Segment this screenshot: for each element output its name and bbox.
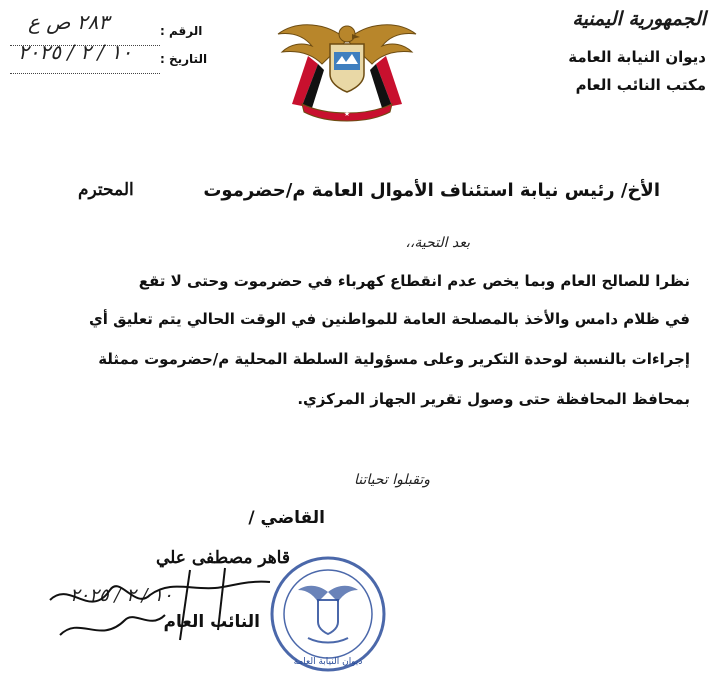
date-dotted-line [10,72,160,74]
signature-scribble [40,560,300,670]
date-value: ١٠ / ٢ / ٢٠٢٥ [18,40,133,64]
body-line-3: إجراءات بالنسبة لوحدة التكرير وعلى مسؤولية السلطة المحلية م/حضرموت ممثلة [98,350,690,368]
office-heading: ديوان النيابة العامة [568,48,706,66]
body-line-2: في ظلام دامس والأخذ بالمصلحة العامة للمواطنين في الوقت الحالي يتم تعليق أي [88,310,690,328]
honorific: المحترم [78,180,134,200]
addressee-line: الأخ/ رئيس نيابة استئناف الأموال العامة م/حضرموت [203,180,660,201]
yemen-eagle-emblem [272,12,422,124]
handwritten-signature-date: ١٠ / ٢ / ٢٠٢٥ [70,585,173,606]
official-stamp [268,552,388,676]
stamp-text: ديوان النيابة العامة [293,657,363,667]
body-line-1: نظرا للصالح العام وبما يخص عدم انقطاع كهرباء في حضرموت وحتى لا تقع [138,272,690,290]
closing: وتقبلوا تحياتنا [354,472,430,488]
svg-text:★: ★ [343,110,351,118]
number-label: الرقم : [160,24,203,38]
greeting: بعد التحية،، [405,235,470,251]
republic-heading: الجمهورية اليمنية [572,8,706,30]
judge-title: القاضي / [248,508,325,528]
judge-role: النائب العام [163,612,260,632]
date-label: التاريخ : [160,52,208,66]
number-value: ٢٨٣ ص ع [28,10,110,34]
bureau-heading: مكتب النائب العام [575,76,706,94]
judge-name: قاهر مصطفى علي [156,548,290,568]
body-line-4: بمحافظ المحافظة حتى وصول تقرير الجهاز المركزي. [297,390,690,408]
